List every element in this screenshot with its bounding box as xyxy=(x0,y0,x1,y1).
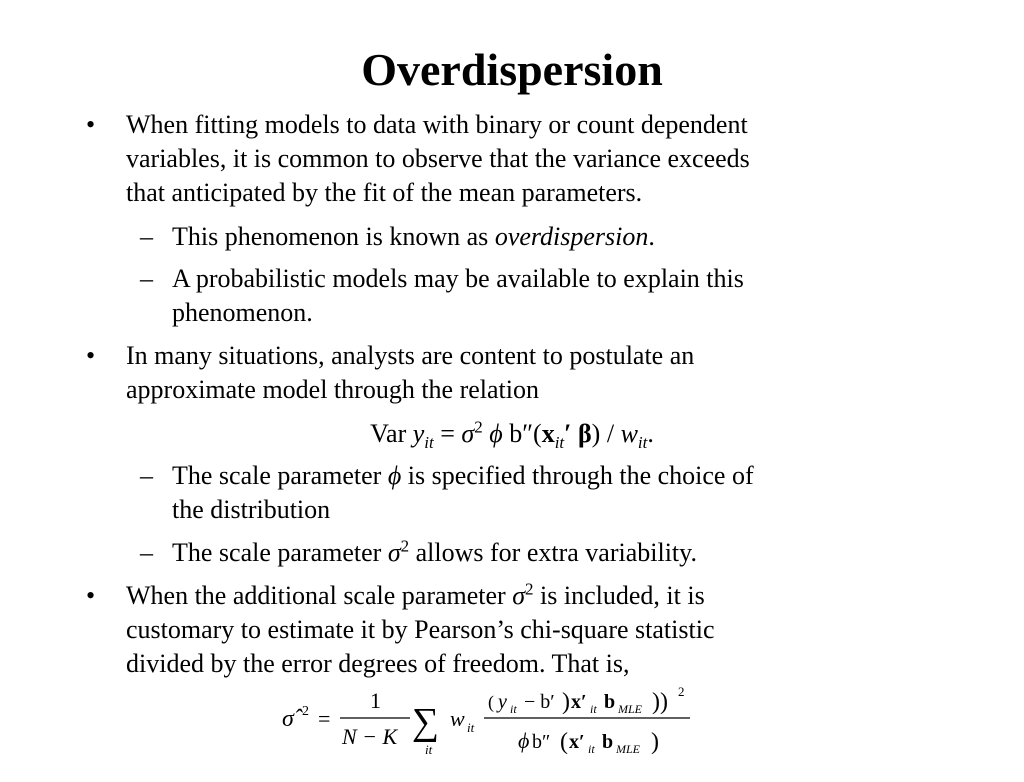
bullet-marker: • xyxy=(86,110,96,139)
dash-marker: – xyxy=(140,461,153,490)
sigma-hat-symbol: σ̂ xyxy=(282,706,294,732)
numerator-y-subscript: it xyxy=(510,702,517,716)
dash-marker: – xyxy=(140,264,153,293)
sigma-hat-exponent: 2 xyxy=(302,704,309,719)
weight-subscript: it xyxy=(467,720,475,735)
slide-title: Overdispersion xyxy=(361,44,663,95)
numerator-x-subscript: it xyxy=(590,702,597,716)
fraction-n-minus-k: N − K xyxy=(342,724,398,749)
bullet-marker: • xyxy=(86,341,96,370)
denominator-mle: MLE xyxy=(616,742,640,756)
denominator-open: ( xyxy=(560,729,568,755)
emphasis-term: overdispersion xyxy=(494,222,649,251)
numerator-close: )) xyxy=(652,689,668,715)
bullet-3-line-1: When the additional scale parameter $\sigma^2$ is included, it is xyxy=(126,579,705,610)
sub-item-scale-phi-line-2: the distribution xyxy=(172,495,331,524)
bullet-1-line-3: that anticipated by the fit of the mean parameters. xyxy=(126,178,643,207)
summation-subscript: it xyxy=(425,742,433,757)
numerator-mle: MLE xyxy=(618,702,642,716)
numerator-x: x′ xyxy=(571,691,587,713)
summation-symbol: ∑ xyxy=(412,701,440,743)
equals-sign: = xyxy=(318,706,331,731)
bullet-2-line-2: approximate model through the relation xyxy=(126,375,539,404)
denominator-close: ) xyxy=(651,729,659,755)
variance-relation-formula: Var $y_{it} = \sigma^2$ ϕ $b''(x_{it}'$ $\beta) / w_{it}$. xyxy=(370,417,654,453)
numerator-y: y xyxy=(498,691,507,713)
denominator-b: b″ xyxy=(532,731,551,753)
sub-item-probabilistic-line-2: phenomenon. xyxy=(172,298,313,327)
sub-item-scale-phi-line-1: The scale parameter ϕ is specified through the choice of xyxy=(172,461,754,490)
bullet-marker: • xyxy=(86,581,96,610)
bullet-3-line-2: customary to estimate it by Pearson’s chi-square statistic xyxy=(126,615,715,644)
bullet-3-line-3: divided by the error degrees of freedom. That is, xyxy=(126,649,630,678)
bullet-1-line-1: When fitting models to data with binary or count dependent xyxy=(126,110,748,139)
dash-marker: – xyxy=(140,538,153,567)
sub-item-probabilistic-line-1: A probabilistic models may be available to explain this xyxy=(172,264,744,293)
sub-item-scale-sigma: The scale parameter $\sigma^2$ allows for extra variability. xyxy=(172,536,697,567)
sigma-hat-estimator-formula xyxy=(270,682,710,764)
fraction-one: 1 xyxy=(370,688,381,713)
bullet-2-line-1: In many situations, analysts are content to postulate an xyxy=(126,341,695,370)
numerator-exponent: 2 xyxy=(678,684,685,699)
bullet-1-line-2: variables, it is common to observe that the variance exceeds xyxy=(126,144,750,173)
numerator-open: ( xyxy=(488,692,494,712)
numerator-paren: ) xyxy=(562,689,570,715)
denominator-x-subscript: it xyxy=(588,742,595,756)
weight-w: w xyxy=(450,706,465,731)
denominator-b-bold: b xyxy=(602,731,614,753)
numerator-b: b xyxy=(604,691,616,713)
dash-marker: – xyxy=(140,222,153,251)
denominator-phi: ϕ xyxy=(518,728,530,753)
denominator-x: x′ xyxy=(569,731,585,753)
sub-item-overdispersion: This phenomenon is known as overdispersion. xyxy=(172,222,655,251)
numerator-minus-b: − b′ xyxy=(524,691,555,713)
